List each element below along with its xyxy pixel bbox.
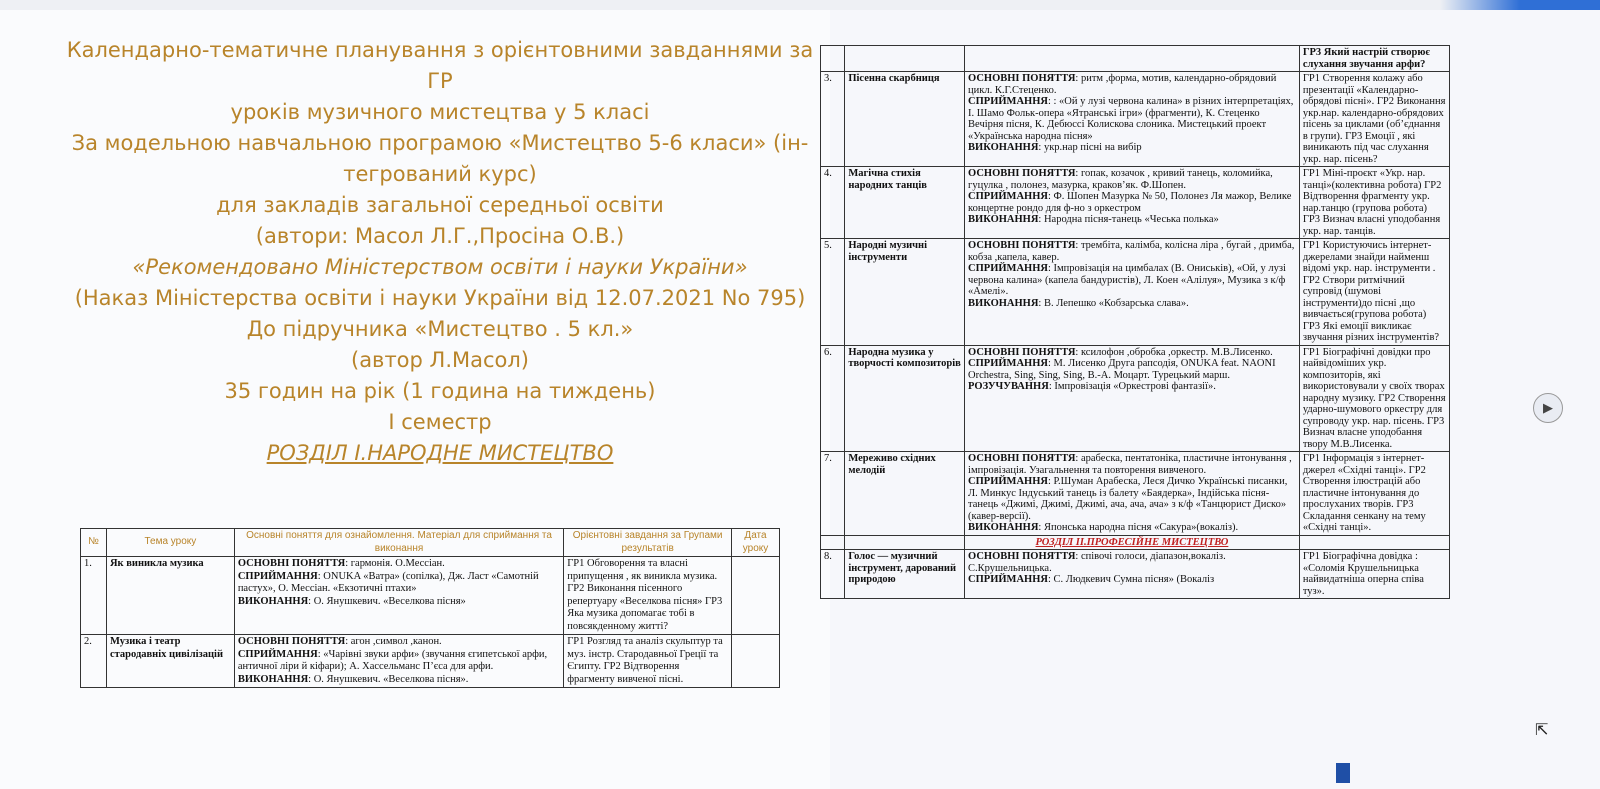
concepts-text: : арабеска, пентатоніка, пластичне інтонування , імпровізація. Узагальнення та повторення вивченого. xyxy=(968,453,1292,476)
perception-label: СПРИЙМАННЯ xyxy=(968,191,1048,202)
window-top-bar xyxy=(0,0,1600,10)
concepts-text: : ритм ,форма, мотив, календарно-обрядовий цикл. К.Г.Стеценко. xyxy=(968,73,1277,96)
lesson-tasks: ГР1 Створення колажу або презентації «Календарно-обрядові пісні». ГР2 Виконання укр.нар. календарно-обрядових пісень за циклами (об’єднання в групи). ГР3 Емоції , які виникають під час слухання укр. нар. пісень? xyxy=(1299,72,1449,167)
lesson-topic: Народні музичні інструменти xyxy=(845,239,965,346)
perception-label: СПРИЙМАННЯ xyxy=(237,648,318,660)
table-row xyxy=(821,46,1450,72)
performance-text: : Народна пісня-танець «Чеська полька» xyxy=(1038,214,1219,225)
col-num-header: № xyxy=(81,529,107,557)
title-line: 35 годин на рік (1 година на тиждень) xyxy=(224,379,656,403)
play-icon: ▶ xyxy=(1543,400,1553,415)
lesson-content xyxy=(234,635,563,688)
performance-label: ВИКОНАННЯ xyxy=(968,214,1039,225)
concepts-label: ОСНОВНІ ПОНЯТТЯ xyxy=(968,73,1076,84)
table-header-row xyxy=(81,529,780,557)
concepts-label: ОСНОВНІ ПОНЯТТЯ xyxy=(968,168,1076,179)
concepts-label: ОСНОВНІ ПОНЯТТЯ xyxy=(237,558,346,569)
lesson-content xyxy=(965,550,1300,599)
perception-label: СПРИЙМАННЯ xyxy=(968,476,1048,487)
concepts-label: ОСНОВНІ ПОНЯТТЯ xyxy=(968,346,1076,358)
performance-text: : В. Лепешко «Кобзарська слава». xyxy=(1038,297,1189,309)
performance-text: : О. Янушкевич. «Веселкова пісня». xyxy=(308,673,469,685)
lesson-tasks: ГР1 Розгляд та аналіз скульптур та муз. інстр. Стародавньої Греції та Єгипту. ГР2 Відтворення фрагменту вивченої пісні. xyxy=(564,635,732,688)
lesson-content xyxy=(965,345,1300,452)
perception-text: : Ф. Шопен Мазурка № 50, Полонез Ля мажор, Велике концертне рондо для ф-но з оркестром xyxy=(968,191,1292,214)
perception-label: СПРИЙМАННЯ xyxy=(968,358,1048,369)
concepts-text: : гармонія. О.Мессіан. xyxy=(345,558,445,569)
right-plan-table xyxy=(820,45,1450,599)
title-line: ГР xyxy=(427,69,453,93)
document-title xyxy=(60,35,820,469)
perception-label: СПРИЙМАННЯ xyxy=(968,574,1048,585)
lesson-topic: Голос — музичний інструмент, дарований природою xyxy=(845,550,965,599)
title-line: І семестр xyxy=(388,410,492,434)
concepts-label: ОСНОВНІ ПОНЯТТЯ xyxy=(968,453,1076,464)
title-line: тегрований курс) xyxy=(343,162,537,186)
lesson-date xyxy=(732,635,780,688)
title-line: для закладів загальної середньої освіти xyxy=(216,193,664,217)
lesson-tasks: ГР1 Інформація з інтернет-джерел «Східні танці». ГР2 Створення ілюстрацій або пластичне інтонування до прослуханих творів. ГР3 Складання сенкану на тему «Східні танці». xyxy=(1299,452,1449,536)
perception-text: : «Чарівні звуки арфи» (звучання єгипетської арфи, античної ліри й кіфари); А. Хассельманс П’єса для арфи. xyxy=(237,648,548,672)
perception-label: СПРИЙМАННЯ xyxy=(968,96,1048,107)
title-line: До підручника «Мистецтво . 5 кл.» xyxy=(246,317,634,341)
lesson-tasks: ГР1 Біографічні довідки про найвідоміших укр. композиторів, які використовували у своїх творах народну музику. ГР2 Створення ударно-шумового оркестру для супроводу укр. нар. пісень. ГР3 Визнач власне уподобання твору М.В.Лисенка. xyxy=(1299,345,1449,452)
concepts-text: : трембіта, калімба, колісна ліра , бугай , дримба, кобза ,капела, кавер. xyxy=(968,240,1295,263)
lesson-topic: Пісенна скарбниця xyxy=(845,72,965,167)
concepts-label: ОСНОВНІ ПОНЯТТЯ xyxy=(237,636,346,647)
perception-text: : М. Лисенко Друга рапсодія, ONUKA feat. NAONI Orchestra, Sing, Sing, Sing, В.-А. Моцарт. Турецький марш. xyxy=(968,358,1276,381)
lesson-content xyxy=(234,557,563,635)
lesson-topic: Музика і театр стародавніх цивілізацій xyxy=(106,635,234,688)
lesson-tasks: ГР1 Міні-проєкт «Укр. нар. танці»(колективна робота) ГР2 Відтворення фрагменту укр. нар.танцю (групова робота) ГР3 Визнач власні уподобання укр. нар. танців. xyxy=(1299,167,1449,239)
lesson-topic: Магічна стихія народних танців xyxy=(845,167,965,239)
perception-text: : : «Ой у лузі червона калина» в різних інтерпретаціях, І. Шамо Фольк-опера «Ятранські ігри» (фрагменти), К. Стеценко Вечірня пісня, К. Дебюссі Колискова слоника. Мистецький проект «Українська народна пісня» xyxy=(968,96,1294,142)
perception-label: СПРИЙМАННЯ xyxy=(237,570,318,582)
performance-label: ВИКОНАННЯ xyxy=(968,142,1039,153)
perception-text: : Імпровізація на цимбалах (В. Ониськів), «Ой, у лузі червона калина» (капела бандуристів), Л. Коен «Алілуя», Музика з к/ф «Амелі». xyxy=(968,263,1286,297)
perception-text: : ONUKA «Ватра» (сопілка), Дж. Ласт «Самотній пастух», О. Мессіан. «Екзотичні птахи» xyxy=(237,570,539,594)
perception-text: : С. Людкевич Сумна пісня» (Вокаліз xyxy=(1047,574,1215,585)
title-line: уроків музичного мистецтва у 5 класі xyxy=(230,100,650,124)
lesson-topic: Народна музика у творчості композиторів xyxy=(845,345,965,452)
title-line: (автори: Масол Л.Г.,Просіна О.В.) xyxy=(255,224,625,248)
lesson-tasks: ГР1 Обговорення та власні припущення , як виникла музика. ГР2 Виконання пісенного репертуару «Веселкова пісня» ГР3 Яка музика допомагає тобі в повсякденному житті? xyxy=(564,557,732,635)
section-row xyxy=(821,535,1450,550)
table-row xyxy=(821,550,1450,599)
lesson-number: 8. xyxy=(821,550,845,599)
lesson-number: 4. xyxy=(821,167,845,239)
title-line: «Рекомендовано Міністерством освіти і науки України» xyxy=(132,255,748,279)
table-row xyxy=(81,635,780,688)
concepts-text: : ксилофон ,обробка ,оркестр. М.В.Лисенко. xyxy=(1075,346,1273,358)
title-line: Календарно-тематичне планування з орієнтовними завданнями за xyxy=(66,38,814,62)
concepts-text: : агон ,символ ,канон. xyxy=(345,636,442,647)
lesson-content xyxy=(965,452,1300,536)
performance-text: : О. Янушкевич. «Веселкова пісня» xyxy=(308,595,466,607)
performance-label: ВИКОНАННЯ xyxy=(237,595,309,607)
performance-text: : укр.нар пісні на вибір xyxy=(1038,142,1142,153)
learning-text: : Імпровізація «Оркестрові фантазії». xyxy=(1048,381,1216,392)
performance-label: ВИКОНАННЯ xyxy=(968,297,1039,309)
perception-label: СПРИЙМАННЯ xyxy=(968,263,1048,274)
table-row xyxy=(81,557,780,635)
lesson-content xyxy=(965,167,1300,239)
lesson-tasks: ГР3 Який настрій створює слухання звучання арфи? xyxy=(1299,46,1449,72)
left-plan-table xyxy=(80,528,780,688)
performance-text: : Японська народна пісня «Сакура»(вокаліз). xyxy=(1038,522,1239,533)
title-line: За модельною навчальною програмою «Мистецтво 5-6 класи» (ін- xyxy=(71,131,809,155)
section-heading: РОЗДІЛ ІІ.ПРОФЕСІЙНЕ МИСТЕЦТВО xyxy=(965,535,1300,550)
concepts-label: ОСНОВНІ ПОНЯТТЯ xyxy=(968,240,1076,251)
title-line: (Наказ Міністерства освіти і науки України від 12.07.2021 No 795) xyxy=(74,286,806,310)
perception-text: : Р.Шуман Арабеска, Леся Дичко Українські писанки, Л. Минкус Індуський танець із балету «Баядерка», Індійська пісня-танець «Джимі, Джимі, Джимі, ача, ача, ача» з к/ф «Танцюрист Диско» (кавер-версії). xyxy=(968,476,1288,522)
concepts-text: : співочі голоси, діапазон,вокаліз. С.Крушельницька. xyxy=(968,551,1226,574)
table-row xyxy=(821,452,1450,536)
col-tasks-header: Орієнтовні завдання за Групами результатів xyxy=(564,529,732,557)
performance-label: ВИКОНАННЯ xyxy=(968,522,1039,533)
lesson-number: 7. xyxy=(821,452,845,536)
lesson-topic: Як виникла музика xyxy=(106,557,234,635)
bookmark-icon[interactable] xyxy=(1336,763,1350,783)
lesson-content xyxy=(965,239,1300,346)
table-row xyxy=(821,239,1450,346)
performance-label: ВИКОНАННЯ xyxy=(237,673,309,685)
table-row xyxy=(821,72,1450,167)
col-concepts-header: Основні поняття для ознайомлення. Матеріал для сприймання та виконання xyxy=(234,529,563,557)
title-line: (автор Л.Масол) xyxy=(351,348,529,372)
concepts-text: : гопак, козачок , кривий танець, коломийка, гуцулка , полонез, мазурка, краков’як. Ф.Шопен. xyxy=(968,168,1273,191)
lesson-tasks: ГР1 Біографічна довідка : «Соломія Крушельницька найвидатніша оперна співа туз». xyxy=(1299,550,1449,599)
lesson-tasks: ГР1 Користуючись інтернет-джерелами знайди найменш відомі укр. нар. інструменти . ГР2 Створи ритмічний супровід (шумові інструменти)до пісні ,що вивчається(групова робота) ГР3 Які емоції викликає звучання різних інструментів? xyxy=(1299,239,1449,346)
concepts-label: ОСНОВНІ ПОНЯТТЯ xyxy=(968,551,1076,562)
lesson-number: 2. xyxy=(81,635,107,688)
lesson-number: 3. xyxy=(821,72,845,167)
table-row xyxy=(821,345,1450,452)
col-topic-header: Тема уроку xyxy=(106,529,234,557)
lesson-date xyxy=(732,557,780,635)
lesson-number: 1. xyxy=(81,557,107,635)
lesson-number: 6. xyxy=(821,345,845,452)
learning-label: РОЗУЧУВАННЯ xyxy=(968,381,1049,392)
section-heading: РОЗДІЛ І.НАРОДНЕ МИСТЕЦТВО xyxy=(266,441,614,465)
lesson-content xyxy=(965,72,1300,167)
play-button[interactable] xyxy=(1533,393,1563,423)
mouse-cursor-icon: ⇱ xyxy=(1535,722,1549,739)
lesson-topic: Мереживо східних мелодій xyxy=(845,452,965,536)
table-row xyxy=(821,167,1450,239)
lesson-number: 5. xyxy=(821,239,845,346)
col-date-header: Дата уроку xyxy=(732,529,780,557)
